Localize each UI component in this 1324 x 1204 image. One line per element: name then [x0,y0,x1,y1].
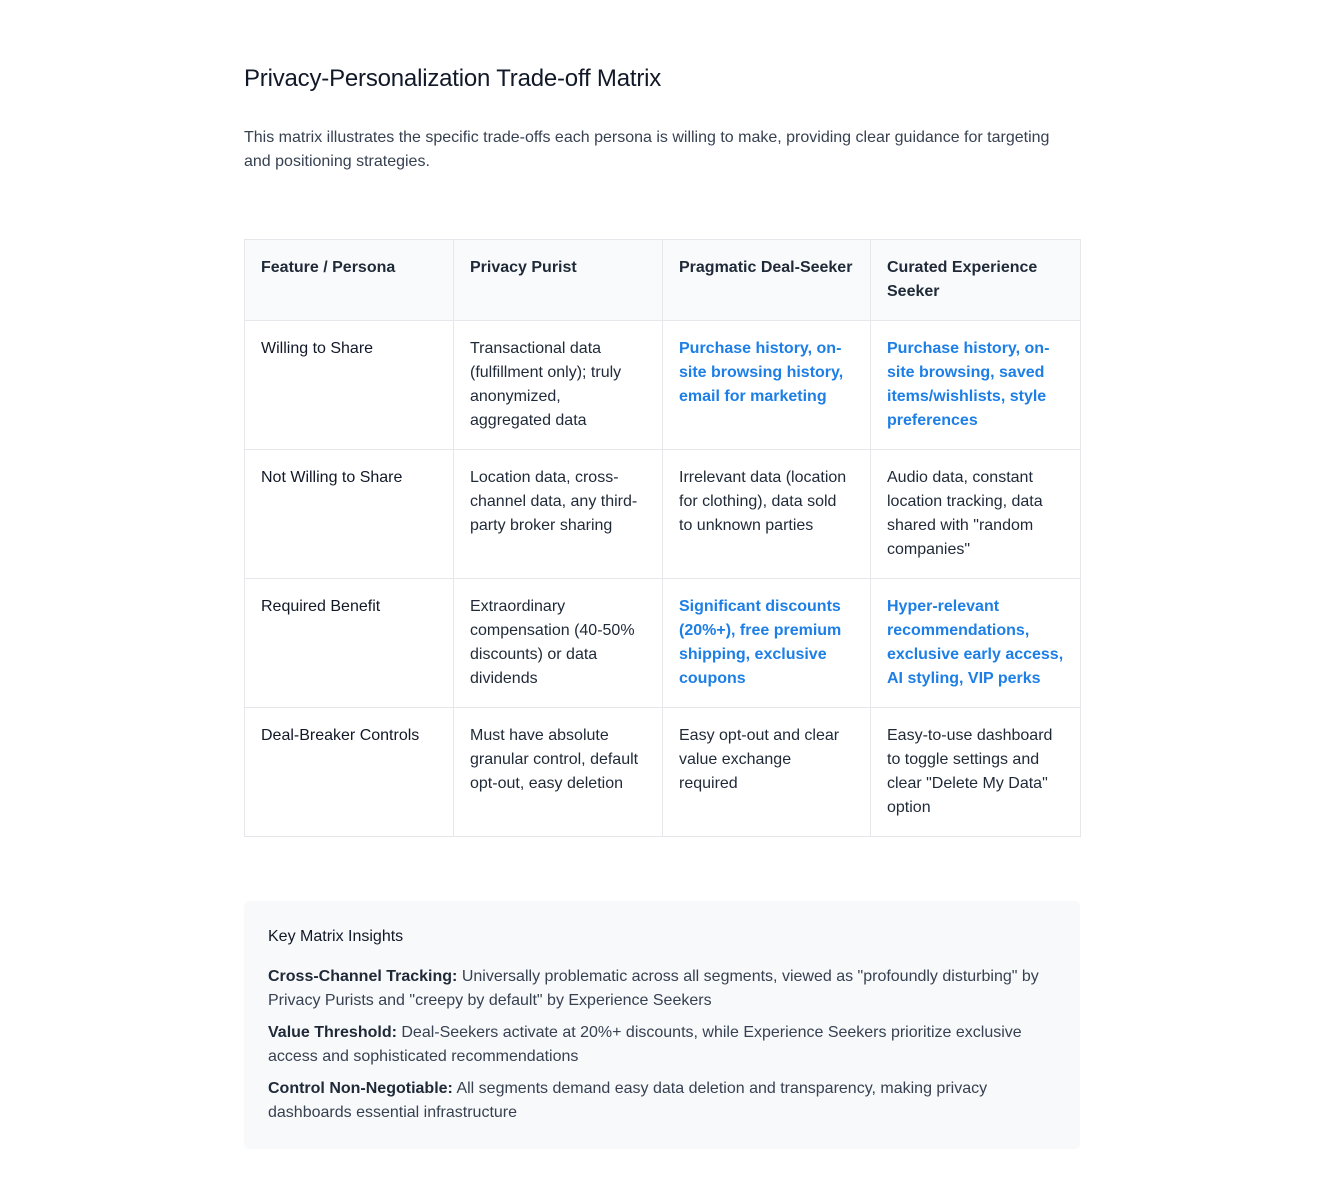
table-row-not-willing-to-share [245,450,1081,579]
table-cell: Location data, cross-channel data, any third-party broker sharing [454,450,663,579]
header-feature-persona: Feature / Persona [245,240,454,321]
table-cell-highlight: Purchase history, on-site browsing history, email for marketing [663,321,871,450]
table-cell-highlight: Significant discounts (20%+), free premium shipping, exclusive coupons [663,579,871,708]
intro-paragraph: This matrix illustrates the specific trade-offs each persona is willing to make, providing clear guidance for targeting and positioning strategies. [244,129,1050,170]
insight-item [268,1077,1056,1125]
insight-label: Value Threshold: [268,1024,397,1041]
table-cell: Transactional data (fulfillment only); truly anonymized, aggregated data [454,321,663,450]
insight-item [268,1021,1056,1069]
insight-label: Cross-Channel Tracking: [268,968,458,985]
row-label: Not Willing to Share [245,450,454,579]
table-cell: Extraordinary compensation (40-50% discounts) or data dividends [454,579,663,708]
table-cell-highlight: Purchase history, on-site browsing, saved items/wishlists, style preferences [871,321,1081,450]
table-cell: Irrelevant data (location for clothing), data sold to unknown parties [663,450,871,579]
table-cell: Audio data, constant location tracking, data shared with "random companies" [871,450,1081,579]
insight-text: Universally problematic across all segments, viewed as "profoundly disturbing" by Privacy Purists and "creepy by default" by Experience Seekers [268,968,1039,1009]
insight-label: Control Non-Negotiable: [268,1080,453,1097]
table-row-required-benefit [245,579,1081,708]
table-cell: Easy-to-use dashboard to toggle settings and clear "Delete My Data" option [871,708,1081,837]
insight-item [268,965,1056,1013]
row-label: Willing to Share [245,321,454,450]
table-row-willing-to-share [245,321,1081,450]
table-cell-highlight: Hyper-relevant recommendations, exclusive early access, AI styling, VIP perks [871,579,1081,708]
insight-text: All segments demand easy data deletion and transparency, making privacy dashboards essential infrastructure [268,1080,988,1121]
table-cell: Easy opt-out and clear value exchange required [663,708,871,837]
header-curated-experience-seeker: Curated Experience Seeker [871,240,1081,321]
table-cell: Must have absolute granular control, default opt-out, easy deletion [454,708,663,837]
table-row-deal-breaker-controls [245,708,1081,837]
insight-text: Deal-Seekers activate at 20%+ discounts, while Experience Seekers prioritize exclusive access and sophisticated recommendations [268,1024,1022,1065]
page-title: Privacy-Personalization Trade-off Matrix [244,65,662,92]
header-privacy-purist: Privacy Purist [454,240,663,321]
page [244,0,1080,1149]
row-label: Deal-Breaker Controls [245,708,454,837]
table-header-row [245,240,1081,321]
key-insights-panel [244,901,1080,1149]
insights-heading: Key Matrix Insights [268,928,404,945]
row-label: Required Benefit [245,579,454,708]
header-pragmatic-deal-seeker: Pragmatic Deal-Seeker [663,240,871,321]
tradeoff-matrix-table [244,239,1081,837]
